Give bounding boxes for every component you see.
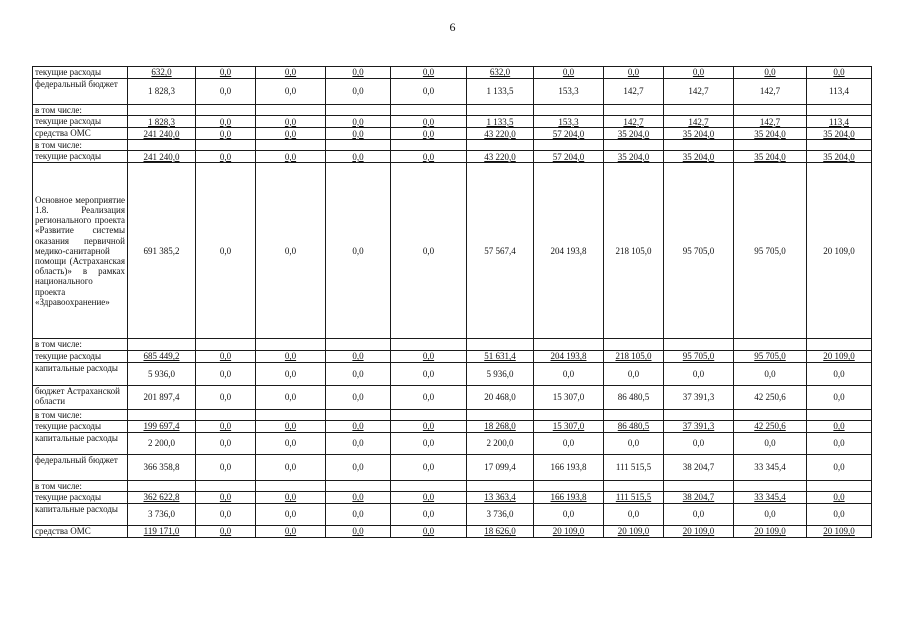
table-row [33,492,872,504]
empty-cell [128,480,196,491]
empty-cell [196,480,256,491]
value-cell: 0,0 [807,492,872,504]
value-cell: 0,0 [326,116,391,128]
value-cell: 119 171,0 [128,526,196,538]
row-label: федеральный бюджет [33,454,128,480]
empty-cell [467,140,534,151]
value-cell: 0,0 [196,151,256,163]
value-cell: 86 480,5 [604,385,664,409]
value-cell: 95 705,0 [664,350,734,362]
value-cell: 35 204,0 [664,128,734,140]
row-label: бюджет Астраханской области [33,385,128,409]
value-cell: 142,7 [734,79,807,105]
value-cell: 0,0 [534,67,604,79]
table-row [33,350,872,362]
value-cell: 95 705,0 [734,163,807,339]
value-cell: 95 705,0 [664,163,734,339]
value-cell: 35 204,0 [604,151,664,163]
value-cell: 0,0 [391,504,467,526]
value-cell: 0,0 [807,420,872,432]
empty-cell [128,105,196,116]
table-row [33,67,872,79]
empty-cell [196,409,256,420]
value-cell: 0,0 [196,79,256,105]
row-label: в том числе: [33,140,128,151]
value-cell: 241 240,0 [128,151,196,163]
empty-cell [391,105,467,116]
value-cell: 18 626,0 [467,526,534,538]
value-cell: 0,0 [256,432,326,454]
empty-cell [534,339,604,350]
empty-cell [391,409,467,420]
table-row [33,116,872,128]
value-cell: 0,0 [391,79,467,105]
value-cell: 35 204,0 [664,151,734,163]
value-cell: 0,0 [807,385,872,409]
value-cell: 218 105,0 [604,163,664,339]
value-cell: 0,0 [196,163,256,339]
value-cell: 0,0 [391,362,467,385]
value-cell: 0,0 [604,432,664,454]
value-cell: 20 109,0 [664,526,734,538]
value-cell: 241 240,0 [128,128,196,140]
empty-cell [467,339,534,350]
value-cell: 0,0 [326,151,391,163]
value-cell: 3 736,0 [467,504,534,526]
value-cell: 0,0 [326,163,391,339]
row-label: текущие расходы [33,67,128,79]
value-cell: 0,0 [326,420,391,432]
value-cell: 57 204,0 [534,128,604,140]
row-label: текущие расходы [33,492,128,504]
row-label: Основное мероприятие 1.8. Реализация регионального проекта «Развитие системы оказания первичной медико-санитарной помощи (Астраханская область)» в рамках национального проекта «Здравоохранение» [33,163,128,339]
empty-cell [807,339,872,350]
value-cell: 1 133,5 [467,116,534,128]
budget-table-body [33,67,872,538]
row-label: капитальные расходы [33,362,128,385]
value-cell: 0,0 [326,504,391,526]
value-cell: 0,0 [734,432,807,454]
empty-cell [664,105,734,116]
empty-cell [807,105,872,116]
table-row [33,79,872,105]
empty-cell [534,140,604,151]
empty-cell [604,480,664,491]
empty-cell [128,140,196,151]
value-cell: 0,0 [664,67,734,79]
empty-cell [604,105,664,116]
value-cell: 0,0 [807,432,872,454]
empty-cell [196,339,256,350]
value-cell: 113,4 [807,116,872,128]
value-cell: 38 204,7 [664,454,734,480]
empty-cell [534,480,604,491]
value-cell: 15 307,0 [534,385,604,409]
value-cell: 0,0 [196,362,256,385]
empty-cell [734,339,807,350]
value-cell: 95 705,0 [734,350,807,362]
value-cell: 0,0 [391,128,467,140]
value-cell: 0,0 [604,504,664,526]
row-label: в том числе: [33,105,128,116]
value-cell: 153,3 [534,79,604,105]
empty-cell [128,409,196,420]
value-cell: 0,0 [256,526,326,538]
value-cell: 0,0 [326,492,391,504]
value-cell: 33 345,4 [734,492,807,504]
row-label: в том числе: [33,409,128,420]
empty-cell [391,140,467,151]
value-cell: 685 449,2 [128,350,196,362]
table-row [33,454,872,480]
value-cell: 42 250,6 [734,420,807,432]
value-cell: 1 133,5 [467,79,534,105]
value-cell: 142,7 [664,79,734,105]
value-cell: 0,0 [326,526,391,538]
value-cell: 2 200,0 [467,432,534,454]
row-label: в том числе: [33,480,128,491]
value-cell: 0,0 [326,385,391,409]
table-row [33,432,872,454]
value-cell: 0,0 [196,454,256,480]
value-cell: 43 220,0 [467,151,534,163]
empty-cell [534,409,604,420]
value-cell: 204 193,8 [534,163,604,339]
value-cell: 0,0 [326,79,391,105]
empty-cell [604,339,664,350]
value-cell: 20 109,0 [807,350,872,362]
value-cell: 1 828,3 [128,79,196,105]
table-row [33,420,872,432]
row-label: в том числе: [33,339,128,350]
empty-cell [256,480,326,491]
value-cell: 20 468,0 [467,385,534,409]
empty-cell [467,480,534,491]
value-cell: 142,7 [734,116,807,128]
value-cell: 43 220,0 [467,128,534,140]
value-cell: 0,0 [604,362,664,385]
value-cell: 0,0 [256,116,326,128]
table-row [33,385,872,409]
value-cell: 0,0 [391,454,467,480]
value-cell: 166 193,8 [534,492,604,504]
value-cell: 0,0 [196,128,256,140]
value-cell: 0,0 [391,492,467,504]
empty-cell [467,105,534,116]
empty-cell [467,409,534,420]
value-cell: 153,3 [534,116,604,128]
value-cell: 0,0 [326,350,391,362]
value-cell: 0,0 [534,504,604,526]
row-label: средства ОМС [33,526,128,538]
value-cell: 0,0 [196,420,256,432]
value-cell: 0,0 [807,454,872,480]
empty-cell [326,140,391,151]
table-row [33,409,872,420]
value-cell: 2 200,0 [128,432,196,454]
empty-cell [256,140,326,151]
value-cell: 111 515,5 [604,454,664,480]
empty-cell [734,409,807,420]
value-cell: 57 567,4 [467,163,534,339]
empty-cell [734,105,807,116]
value-cell: 37 391,3 [664,420,734,432]
table-row [33,128,872,140]
empty-cell [664,409,734,420]
value-cell: 0,0 [256,67,326,79]
value-cell: 632,0 [128,67,196,79]
value-cell: 0,0 [391,151,467,163]
value-cell: 0,0 [256,504,326,526]
value-cell: 37 391,3 [664,385,734,409]
value-cell: 113,4 [807,79,872,105]
empty-cell [256,339,326,350]
value-cell: 0,0 [256,350,326,362]
empty-cell [326,480,391,491]
table-row [33,163,872,339]
empty-cell [326,339,391,350]
row-label: федеральный бюджет [33,79,128,105]
value-cell: 691 385,2 [128,163,196,339]
value-cell: 0,0 [326,67,391,79]
empty-cell [664,140,734,151]
table-row [33,504,872,526]
value-cell: 0,0 [664,432,734,454]
value-cell: 35 204,0 [807,128,872,140]
value-cell: 0,0 [326,454,391,480]
value-cell: 20 109,0 [604,526,664,538]
value-cell: 0,0 [664,504,734,526]
table-row [33,480,872,491]
value-cell: 218 105,0 [604,350,664,362]
value-cell: 199 697,4 [128,420,196,432]
value-cell: 0,0 [807,362,872,385]
empty-cell [604,140,664,151]
value-cell: 0,0 [326,128,391,140]
value-cell: 0,0 [391,163,467,339]
value-cell: 20 109,0 [734,526,807,538]
value-cell: 0,0 [256,454,326,480]
value-cell: 0,0 [256,151,326,163]
value-cell: 0,0 [534,362,604,385]
value-cell: 20 109,0 [534,526,604,538]
value-cell: 86 480,5 [604,420,664,432]
value-cell: 35 204,0 [604,128,664,140]
page-number: 6 [449,20,456,34]
value-cell: 0,0 [807,67,872,79]
value-cell: 0,0 [256,492,326,504]
budget-table [32,66,872,538]
value-cell: 0,0 [326,362,391,385]
value-cell: 0,0 [256,128,326,140]
value-cell: 35 204,0 [807,151,872,163]
value-cell: 0,0 [391,432,467,454]
value-cell: 0,0 [391,350,467,362]
empty-cell [807,480,872,491]
value-cell: 51 631,4 [467,350,534,362]
value-cell: 201 897,4 [128,385,196,409]
value-cell: 0,0 [196,350,256,362]
row-label: капитальные расходы [33,432,128,454]
empty-cell [664,480,734,491]
value-cell: 362 622,8 [128,492,196,504]
value-cell: 13 363,4 [467,492,534,504]
value-cell: 142,7 [604,116,664,128]
value-cell: 111 515,5 [604,492,664,504]
value-cell: 38 204,7 [664,492,734,504]
table-row [33,151,872,163]
value-cell: 0,0 [196,492,256,504]
table-row [33,105,872,116]
table-row [33,140,872,151]
value-cell: 0,0 [391,116,467,128]
value-cell: 0,0 [734,362,807,385]
row-label: текущие расходы [33,420,128,432]
value-cell: 20 109,0 [807,163,872,339]
empty-cell [807,409,872,420]
empty-cell [256,105,326,116]
empty-cell [604,409,664,420]
value-cell: 0,0 [196,526,256,538]
value-cell: 0,0 [256,79,326,105]
row-label: текущие расходы [33,151,128,163]
empty-cell [256,409,326,420]
value-cell: 5 936,0 [128,362,196,385]
value-cell: 0,0 [604,67,664,79]
value-cell: 166 193,8 [534,454,604,480]
value-cell: 0,0 [196,504,256,526]
table-row [33,339,872,350]
value-cell: 366 358,8 [128,454,196,480]
value-cell: 0,0 [391,420,467,432]
value-cell: 18 268,0 [467,420,534,432]
empty-cell [391,339,467,350]
value-cell: 20 109,0 [807,526,872,538]
value-cell: 3 736,0 [128,504,196,526]
value-cell: 1 828,3 [128,116,196,128]
row-label: текущие расходы [33,116,128,128]
value-cell: 0,0 [534,432,604,454]
empty-cell [326,105,391,116]
value-cell: 142,7 [604,79,664,105]
value-cell: 0,0 [391,385,467,409]
row-label: средства ОМС [33,128,128,140]
value-cell: 0,0 [664,362,734,385]
value-cell: 57 204,0 [534,151,604,163]
value-cell: 0,0 [196,432,256,454]
empty-cell [128,339,196,350]
value-cell: 42 250,6 [734,385,807,409]
empty-cell [807,140,872,151]
value-cell: 0,0 [734,67,807,79]
row-label: капитальные расходы [33,504,128,526]
value-cell: 0,0 [256,163,326,339]
table-row [33,362,872,385]
empty-cell [534,105,604,116]
value-cell: 142,7 [664,116,734,128]
value-cell: 0,0 [391,67,467,79]
value-cell: 0,0 [196,385,256,409]
empty-cell [734,480,807,491]
table-row [33,526,872,538]
empty-cell [326,409,391,420]
value-cell: 204 193,8 [534,350,604,362]
empty-cell [734,140,807,151]
value-cell: 35 204,0 [734,128,807,140]
row-label: текущие расходы [33,350,128,362]
value-cell: 0,0 [256,385,326,409]
value-cell: 35 204,0 [734,151,807,163]
value-cell: 0,0 [807,504,872,526]
value-cell: 0,0 [256,420,326,432]
value-cell: 5 936,0 [467,362,534,385]
value-cell: 33 345,4 [734,454,807,480]
value-cell: 17 099,4 [467,454,534,480]
empty-cell [664,339,734,350]
value-cell: 632,0 [467,67,534,79]
value-cell: 0,0 [256,362,326,385]
value-cell: 0,0 [196,67,256,79]
empty-cell [391,480,467,491]
value-cell: 0,0 [196,116,256,128]
value-cell: 0,0 [391,526,467,538]
value-cell: 15 307,0 [534,420,604,432]
value-cell: 0,0 [326,432,391,454]
value-cell: 0,0 [734,504,807,526]
empty-cell [196,105,256,116]
empty-cell [196,140,256,151]
